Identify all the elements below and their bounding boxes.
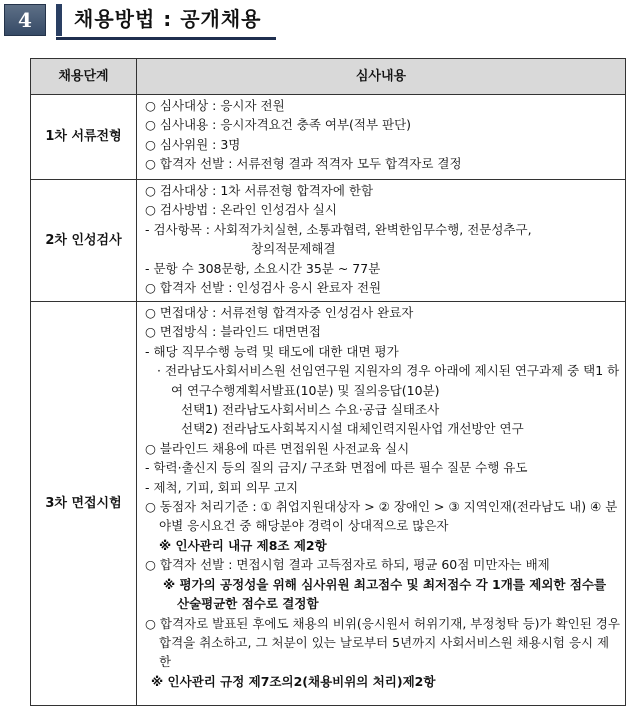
content-line: ○ 면접대상 : 서류전형 합격자중 인성검사 완료자 [145,305,414,320]
table-row [31,302,626,706]
content-line: ※ 인사관리 규정 제7조의2(채용비위의 처리)제2항 [151,673,436,689]
content-line: ○ 심사위원 : 3명 [145,136,241,152]
content-line: - 검사항목 : 사회적가치실현, 소통과협력, 완벽한임무수행, 전문성추구, [145,221,532,237]
table-row [31,180,626,302]
content-line: ○ 면접방식 : 블라인드 대면면접 [145,324,321,340]
recruitment-table [30,58,626,706]
content-line: ○ 블라인드 채용에 따른 면접위원 사전교육 실시 [145,440,410,456]
content-line: - 제척, 기피, 회피 의무 고지 [145,479,299,495]
section-number: 4 [4,4,46,36]
content-line: ※ 평가의 공정성을 위해 심사위원 최고점수 및 최저점수 각 1개를 제외한 점수를 산술평균한 점수로 결정함 [163,576,607,612]
content-line: 선택1) 전라남도사회서비스 수요·공급 실태조사 [181,402,440,418]
content-line: ○ 심사대상 : 응시자 전원 [145,98,285,113]
content-line: 선택2) 전라남도사회복지시설 대체인력지원사업 개선방안 연구 [181,421,524,437]
content-line: ○ 합격자 선발 : 서류전형 결과 적격자 모두 합격자로 결정 [145,156,462,172]
content-line: - 해당 직무수행 능력 및 태도에 대한 대면 평가 [145,343,399,359]
content-line: - 문항 수 308문항, 소요시간 35분 ~ 77분 [145,260,381,276]
content-line: ○ 검사방법 : 온라인 인성검사 실시 [145,202,337,218]
table-row [31,95,626,180]
stage-content [137,180,626,302]
stage-label: 2차 인성검사 [31,180,137,302]
stage-label: 1차 서류전형 [31,95,137,180]
content-line: ○ 동점자 처리기준 : ① 취업지원대상자 > ② 장애인 > ③ 지역인재(전라남도 내) ④ 분야별 응시요건 중 해당분야 경력이 상대적으로 많은자 [145,499,618,534]
content-line: ○ 합격자 선발 : 인성검사 응시 완료자 전원 [145,280,382,296]
content-line: 창의적문제해결 [251,241,336,257]
column-header-stage: 채용단계 [31,59,137,95]
section-header [4,4,624,38]
content-line: ○ 합격자 선발 : 면접시험 결과 고득점자로 하되, 평균 60점 미만자는 배제 [145,557,550,573]
title-underline [56,37,276,40]
section-title: 채용방법 : 공개채용 [56,4,286,36]
content-line: ○ 검사대상 : 1차 서류전형 합격자에 한함 [145,183,374,198]
table-header-row [31,59,626,95]
stage-content [137,302,626,706]
content-line: - 학력·출신지 등의 질의 금지/ 구조화 면접에 따른 필수 질문 수행 유도 [145,460,528,476]
stage-label: 3차 면접시험 [31,302,137,706]
content-line: · 전라남도사회서비스원 선임연구원 지원자의 경우 아래에 제시된 연구과제 중 택1 하여 연구수행계획서발표(10분) 및 질의응답(10분) [157,363,620,398]
column-header-content: 심사내용 [137,59,626,95]
content-line: ○ 합격자로 발표된 후에도 채용의 비위(응시원서 허위기재, 부정청탁 등)가 확인된 경우 합격을 취소하고, 그 처분이 있는 날로부터 5년까지 사회서비스원 채용시험 응시 제한 [145,615,620,670]
content-line: ○ 심사내용 : 응시자격요건 충족 여부(적부 판단) [145,117,412,133]
content-line: ※ 인사관리 내규 제8조 제2항 [159,537,327,553]
stage-content [137,95,626,180]
